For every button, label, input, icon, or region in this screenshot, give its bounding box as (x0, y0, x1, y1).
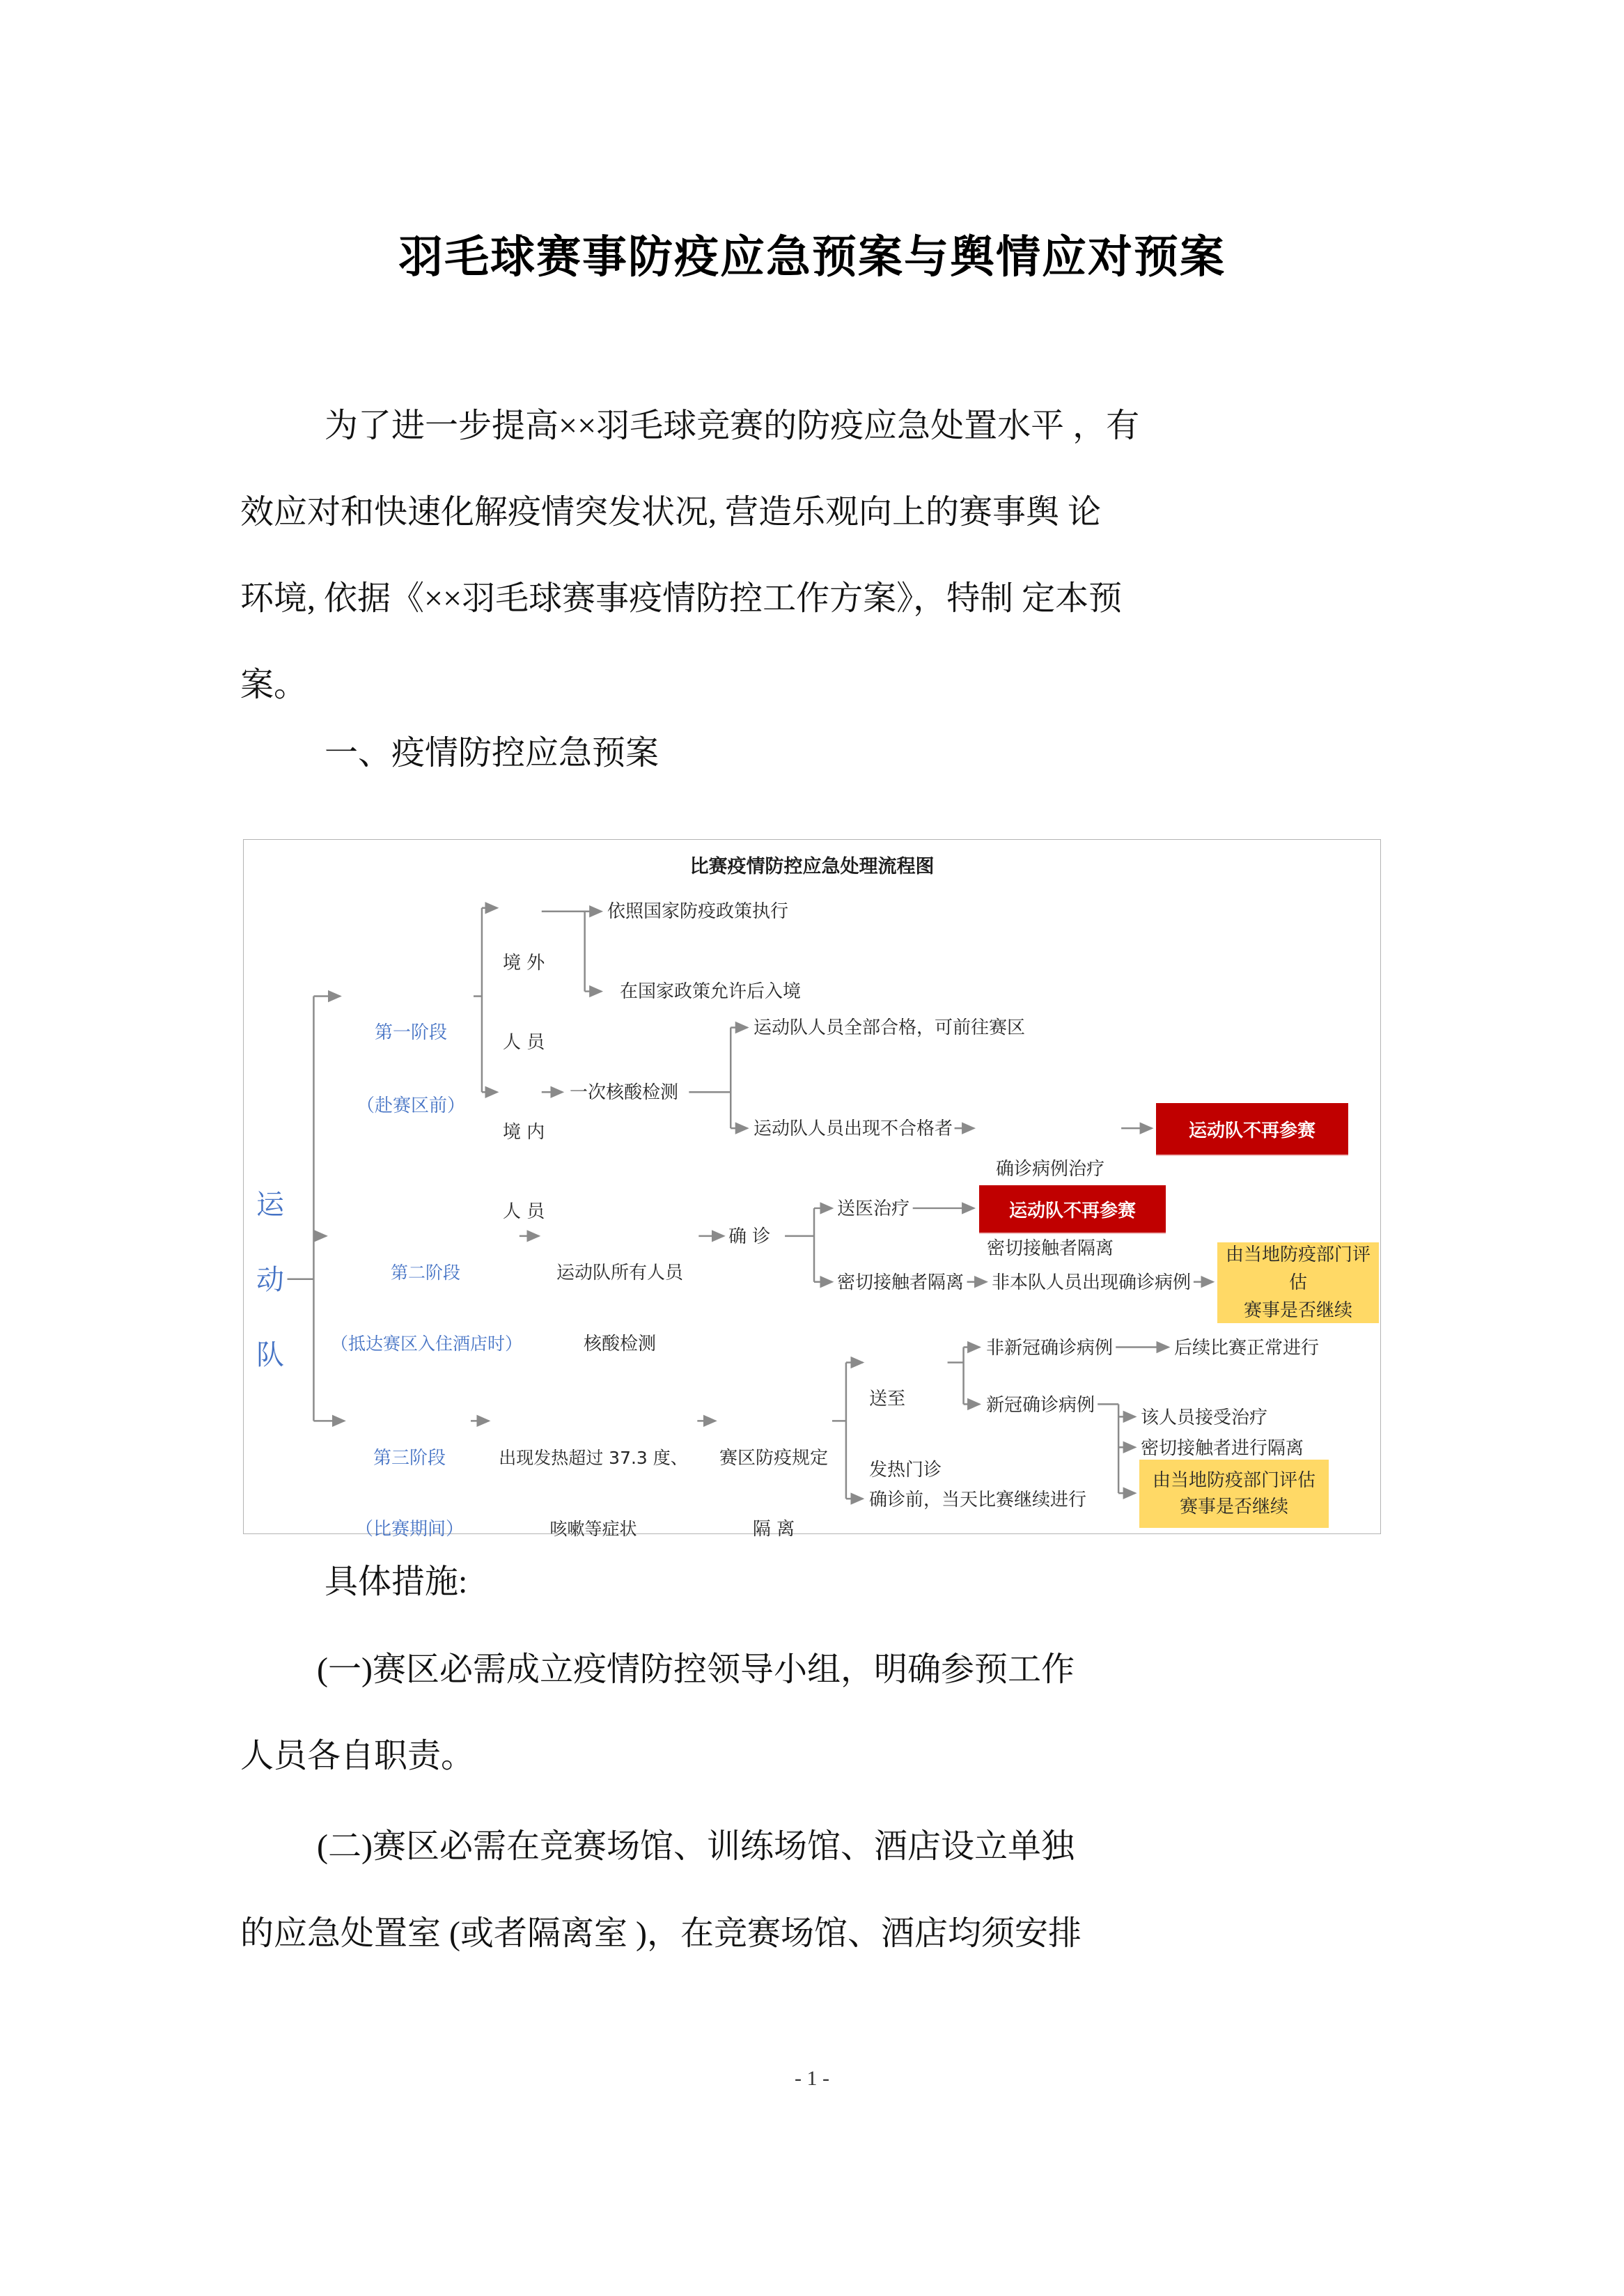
node-send-to-hospital: 送医治疗 (837, 1198, 910, 1219)
node-venue-quarantine (716, 1399, 831, 1588)
intro-line-4: 案。 (240, 666, 308, 703)
node-all-pass: 运动队人员全部合格，可前往赛区 (754, 1017, 1026, 1038)
stage1-label-line2: （赴赛区前） (356, 1095, 465, 1116)
stage2-label (331, 1214, 523, 1403)
node-follow-national-policy: 依照国家防疫政策执行 (607, 901, 789, 922)
document-title: 羽毛球赛事防疫应急预案与舆情应对预案 (398, 232, 1226, 283)
node-non-covid-case: 非新冠确诊病例 (986, 1338, 1114, 1359)
stage2-label-line1: 第二阶段 (390, 1263, 460, 1283)
node-overseas-line2: 人 员 (503, 1032, 545, 1053)
flowchart-root-team (253, 1167, 287, 1393)
node-venue-quarantine-line2: 隔 离 (752, 1519, 795, 1540)
root-char: 动 (256, 1264, 284, 1296)
measure1-line-2: 人员各自职责。 (240, 1737, 475, 1774)
stage3-label-line1: 第三阶段 (373, 1448, 446, 1469)
root-char: 运 (256, 1189, 284, 1221)
outcome-assess-stage2-line2: 赛事是否继续 (1243, 1300, 1352, 1321)
node-fever-symptoms-line2: 咳嗽等症状 (549, 1519, 637, 1539)
outcome-assess-stage3 (1139, 1460, 1329, 1528)
measure1-line-1: (一)赛区必需成立疫情防控领导小组，明确参预工作 (317, 1651, 1075, 1688)
outcome-assess-stage2-line1: 由当地防疫部门评估 (1225, 1244, 1371, 1293)
node-matches-continue-normal: 后续比赛正常进行 (1174, 1338, 1320, 1359)
section-heading: 一、疫情防控应急预案 (325, 735, 659, 772)
node-match-continues-before-confirm: 确诊前，当天比赛继续进行 (869, 1490, 1087, 1510)
stage1-label-line1: 第一阶段 (374, 1022, 447, 1043)
node-one-nucleic-test: 一次核酸检测 (570, 1082, 679, 1103)
node-entry-when-allowed: 在国家政策允许后入境 (620, 981, 802, 1002)
node-team-all-test-line1: 运动队所有人员 (556, 1263, 683, 1283)
node-close-contact-quarantine: 密切接触者隔离 (837, 1272, 965, 1293)
node-fail-found: 运动队人员出现不合格者 (754, 1118, 953, 1139)
stage2-label-line2: （抵达赛区入住酒店时） (331, 1334, 523, 1354)
flowchart (243, 839, 1381, 1540)
outcome-team-out-stage2: 运动队不再参赛 (979, 1185, 1166, 1233)
intro-line-2: 效应对和快速化解疫情突发状况, 营造乐观向上的赛事舆 论 (240, 494, 1102, 531)
node-covid-case: 新冠确诊病例 (986, 1395, 1095, 1416)
node-team-all-test-line2: 核酸检测 (583, 1334, 656, 1354)
measures-heading: 具体措施: (325, 1563, 468, 1600)
node-non-team-case: 非本队人员出现确诊病例 (992, 1272, 1192, 1293)
root-char: 队 (256, 1339, 284, 1371)
node-domestic-line1: 境 内 (503, 1122, 545, 1143)
outcome-team-out-stage1: 运动队不再参赛 (1156, 1103, 1348, 1155)
node-team-all-test (543, 1214, 696, 1403)
intro-line-3: 环境, 依据《××羽毛球赛事疫情防控工作方案》，特制 定本预 (240, 580, 1123, 617)
measure2-line-1: (二)赛区必需在竞赛场馆、训练场馆、酒店设立单独 (317, 1828, 1075, 1865)
outcome-assess-stage2 (1217, 1242, 1379, 1323)
measure2-line-2: 的应急处置室 (或者隔离室 )，在竞赛场馆、酒店均须安排 (240, 1915, 1082, 1952)
node-fever-symptoms (489, 1399, 698, 1588)
node-fail-action-line2: 密切接触者隔离 (986, 1238, 1114, 1259)
intro-line-1: 为了进一步提高××羽毛球竞赛的防疫应急处置水平 ，有 (325, 407, 1140, 444)
node-fever-clinic-line1: 送至 (869, 1389, 906, 1409)
outcome-assess-stage3-line1: 由当地防疫部门评估 (1152, 1470, 1315, 1491)
node-overseas-line1: 境 外 (503, 953, 545, 974)
page-number: - 1 - (795, 2067, 829, 2090)
node-confirmed-case: 确 诊 (728, 1226, 771, 1247)
stage3-label (350, 1399, 469, 1588)
node-fever-symptoms-line1: 出现发热超过 37.3 度、 (499, 1448, 688, 1468)
stage1-label (348, 972, 474, 1167)
node-contacts-quarantined: 密切接触者进行隔离 (1141, 1438, 1304, 1459)
node-fever-clinic-line2: 发热门诊 (869, 1460, 942, 1481)
flowchart-title: 比赛疫情防控应急处理流程图 (689, 856, 935, 877)
node-domestic-line2: 人 员 (503, 1201, 545, 1222)
node-fail-action-line1: 确诊病例治疗 (995, 1159, 1104, 1180)
outcome-assess-stage3-line2: 赛事是否继续 (1179, 1497, 1288, 1517)
stage3-label-line2: （比赛期间） (354, 1519, 464, 1540)
node-person-treated: 该人员接受治疗 (1141, 1407, 1268, 1428)
node-venue-quarantine-line1: 赛区防疫规定 (719, 1448, 828, 1469)
